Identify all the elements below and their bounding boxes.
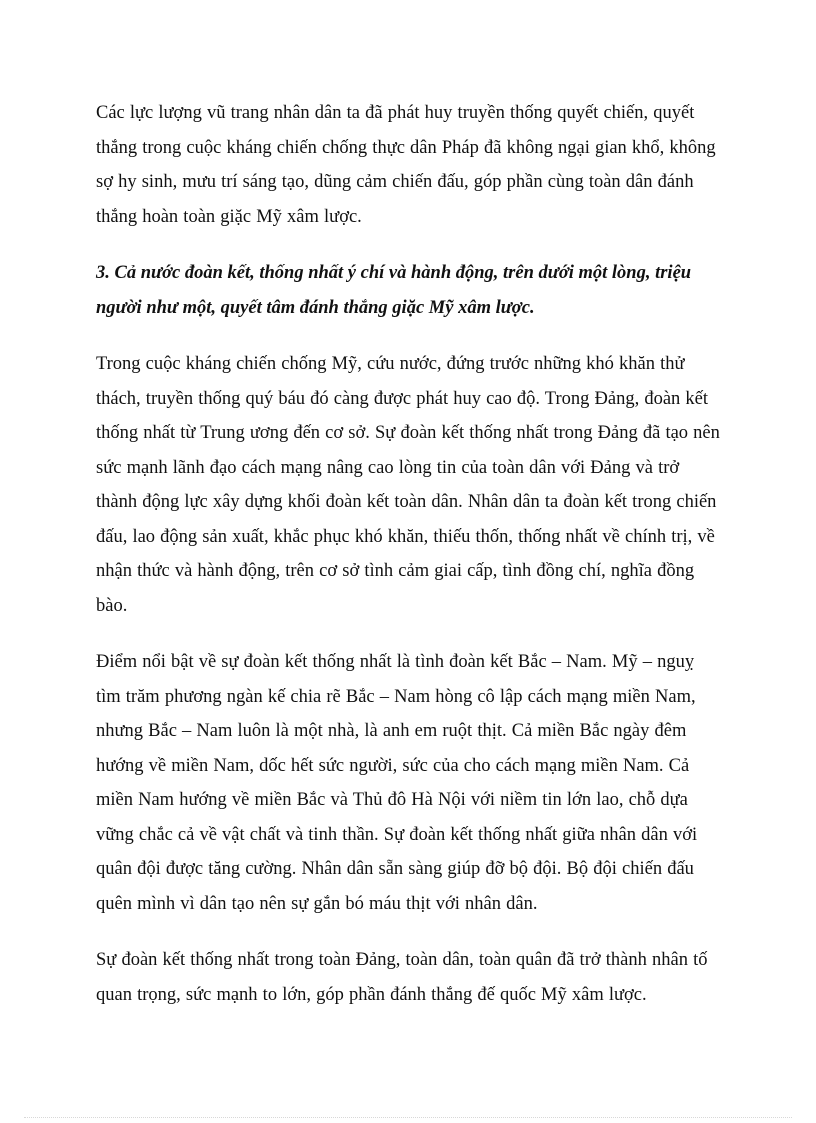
paragraph-north-south-unity: Điểm nổi bật về sự đoàn kết thống nhất là tình đoàn kết Bắc – Nam. Mỹ – nguỵ tìm trăm phương ngàn kế chia rẽ Bắc – Nam hòng cô lập cách mạng miền Nam, nhưng Bắc – Nam luôn là một nhà, là anh em ruột thịt. Cả miền Bắc ngày đêm hướng về miền Nam, dốc hết sức người, sức của cho cách mạng miền Nam. Cả miền Nam hướng về miền Bắc và Thủ đô Hà Nội với niềm tin lớn lao, chỗ dựa vững chắc cả về vật chất và tinh thần. Sự đoàn kết thống nhất giữa nhân dân với quân đội được tăng cường. Nhân dân sẵn sàng giúp đỡ bộ đội. Bộ đội chiến đấu quên mình vì dân tạo nên sự gắn bó máu thịt với nhân dân. — [96, 652, 698, 914]
document-body — [96, 96, 722, 1034]
paragraph-anti-us-war: Trong cuộc kháng chiến chống Mỹ, cứu nước, đứng trước những khó khăn thử thách, truyền thống quý báu đó càng được phát huy cao độ. Trong Đảng, đoàn kết thống nhất từ Trung ương đến cơ sở. Sự đoàn kết thống nhất trong Đảng đã tạo nên sức mạnh lãnh đạo cách mạng nâng cao lòng tin của toàn dân với Đảng và trở thành động lực xây dựng khối đoàn kết toàn dân. Nhân dân ta đoàn kết trong chiến đấu, lao động sản xuất, khắc phục khó khăn, thiếu thốn, thống nhất về chính trị, về nhận thức và hành động, trên cơ sở tình cảm giai cấp, tình đồng chí, nghĩa đồng bào. — [96, 354, 720, 616]
paragraph-armed-forces: Các lực lượng vũ trang nhân dân ta đã phát huy truyền thống quyết chiến, quyết thắng trong cuộc kháng chiến chống thực dân Pháp đã không ngại gian khổ, không sợ hy sinh, mưu trí sáng tạo, dũng cảm chiến đấu, góp phần cùng toàn dân đánh thắng hoàn toàn giặc Mỹ xâm lược. — [96, 103, 716, 227]
section-heading-3: 3. Cả nước đoàn kết, thống nhất ý chí và hành động, trên dưới một lòng, triệu người như một, quyết tâm đánh thắng giặc Mỹ xâm lược. — [96, 263, 692, 318]
paragraph-conclusion: Sự đoàn kết thống nhất trong toàn Đảng, toàn dân, toàn quân đã trở thành nhân tố quan trọng, sức mạnh to lớn, góp phần đánh thắng đế quốc Mỹ xâm lược. — [96, 950, 708, 1005]
page-bottom-divider — [24, 1117, 792, 1118]
